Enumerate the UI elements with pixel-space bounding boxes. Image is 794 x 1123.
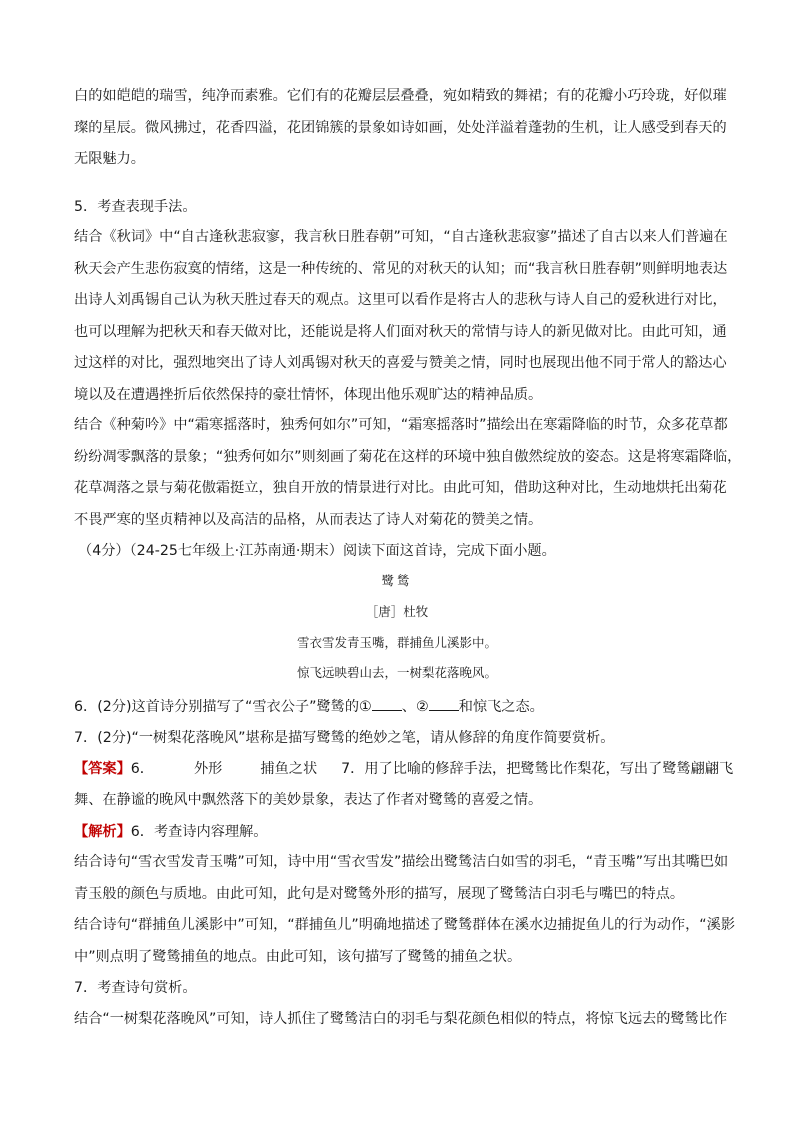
text-line: 境以及在遭遇挫折后依然保持的豪壮情怀，体现出他乐观旷达的精神品质。 — [74, 386, 543, 403]
separator: 、 — [401, 699, 416, 715]
analysis-last-line: 结合“一树梨花落晚风”可知，诗人抓住了鹭鸶洁白的羽毛与梨花颜色相似的特点，将惊飞远去的鹭鸶比作 — [74, 1011, 728, 1027]
question-6 — [74, 697, 544, 717]
paragraph-analysis-appearance — [74, 847, 729, 910]
text-line: 白的如皑皑的瑞雪，纯净而素雅。它们有的花瓣层层叠叠，宛如精致的舞裙；有的花瓣小巧玲珑，好似璀 — [74, 88, 727, 104]
text-line: 纷纷凋零飘落的景象；“独秀何如尔”则刻画了菊花在这样的环境中独自傲然绽放的姿态。这是将寒霜降临， — [74, 448, 742, 465]
analysis-tag: 【解析】 — [74, 824, 131, 840]
text-line: 璨的星辰。微风拂过，花香四溢，花团锦簇的景象如诗如画，处处洋溢着蓬勃的生机，让人感受到春天的 — [74, 119, 727, 136]
analysis-q6-title: 6．考查诗内容理解。 — [130, 824, 268, 840]
poem-line: 惊飞远映碧山去，一树梨花落晚风。 — [296, 665, 497, 680]
text-line: 结合《秋词》中“自古逢秋悲寂寥，我言秋日胜春朝”可知，“自古逢秋悲寂寥”描述了自古以来人们普遍在 — [74, 229, 728, 245]
answer-line — [74, 759, 733, 779]
text-line: 出诗人刘禹锡自己认为秋天胜过春天的观点。这里可以看作是将古人的悲秋与诗人自己的爱秋进行对比， — [74, 292, 727, 308]
text-line: 花草凋落之景与菊花傲霜挺立，独自开放的情景进行对比。由此可知，借助这种对比，生动地烘托出菊花 — [74, 480, 727, 496]
paragraph-analysis-fishing — [74, 910, 736, 973]
text-line: 也可以理解为把秋天和春天做对比，还能说是将人们面对秋天的常情与诗人的新见做对比。由此可知，通 — [74, 323, 727, 340]
answer-blank-2 — [429, 698, 459, 711]
paragraph-flower-description — [74, 81, 727, 176]
paragraph-q5-qiuci — [74, 222, 728, 411]
analysis-line — [74, 822, 267, 842]
question-intro: （4分）（24-25七年级上·江苏南通·期末）阅读下面这首诗，完成下面小题。 — [78, 543, 556, 559]
answer-q7-text: 7．用了比喻的修辞手法，把鹭鸶比作梨花，写出了鹭鸶翩翩飞 — [341, 761, 734, 777]
text-line: 无限魅力。 — [74, 151, 145, 167]
poem-line: 雪衣雪发青玉嘴，群捕鱼儿溪影中。 — [296, 635, 497, 650]
section-heading-q7: 7．考查诗句赏析。 — [74, 980, 197, 996]
question-6-suffix: 和惊飞之态。 — [458, 699, 544, 715]
answer-q6-item-2: 捕鱼之状 — [260, 761, 318, 777]
poem-author: ［唐］杜牧 — [365, 604, 429, 619]
answer-q6-number: 6． — [130, 761, 154, 777]
text-line: 秋天会产生悲伤寂寞的情绪，这是一种传统的、常见的对秋天的认知；而“我言秋日胜春朝”则鲜明地表达 — [74, 260, 728, 277]
question-7: 7．(2分)“一树梨花落晚风”堪称是描写鹭鸶的绝妙之笔，请从修辞的角度作简要赏析。 — [74, 730, 615, 746]
text-line: 过这样的对比，强烈地突出了诗人刘禹锡对秋天的喜爱与赞美之情，同时也展现出他不同于常人的豁达心 — [74, 355, 727, 371]
text-line: 结合诗句“雪衣雪发青玉嘴”可知，诗中用“雪衣雪发”描绘出鹭鸶洁白如雪的羽毛，“青玉嘴”写出其嘴巴如 — [74, 854, 729, 870]
text-line: 不畏严寒的坚贞精神以及高洁的品格，从而表达了诗人对菊花的赞美之情。 — [74, 511, 543, 528]
poem-title: 鹭鸶 — [381, 573, 413, 588]
answer-continuation: 舞、在静谧的晚风中飘然落下的美妙景象，表达了作者对鹭鸶的喜爱之情。 — [74, 792, 543, 808]
paragraph-q5-zhongjuyin — [74, 410, 742, 536]
text-line: 结合诗句“群捕鱼儿溪影中”可知，“群捕鱼儿”明确地描述了鹭鸶群体在溪水边捕捉鱼儿的行为动作，“溪影 — [74, 917, 736, 933]
text-line: 中”则点明了鹭鸶捕鱼的地点。由此可知，该句描写了鹭鸶的捕鱼之状。 — [74, 948, 522, 965]
circled-number-2: ② — [415, 699, 429, 715]
text-line: 结合《种菊吟》中“霜寒摇落时，独秀何如尔”可知，“霜寒摇落时”描绘出在寒霜降临的时节，众多花草都 — [74, 417, 728, 433]
text-line: 青玉般的颜色与质地。由此可知，此句是对鹭鸶外形的描写，展现了鹭鸶洁白羽毛与嘴巴的特点。 — [74, 885, 685, 902]
answer-tag: 【答案】 — [74, 761, 131, 777]
section-heading-q5: 5．考查表现手法。 — [74, 199, 197, 215]
question-6-text: 6．(2分)这首诗分别描写了“雪衣公子”鹭鸶的 — [74, 699, 360, 715]
answer-blank-1 — [372, 698, 402, 711]
circled-number-1: ① — [359, 699, 372, 715]
answer-q6-item-1: 外形 — [193, 761, 223, 777]
